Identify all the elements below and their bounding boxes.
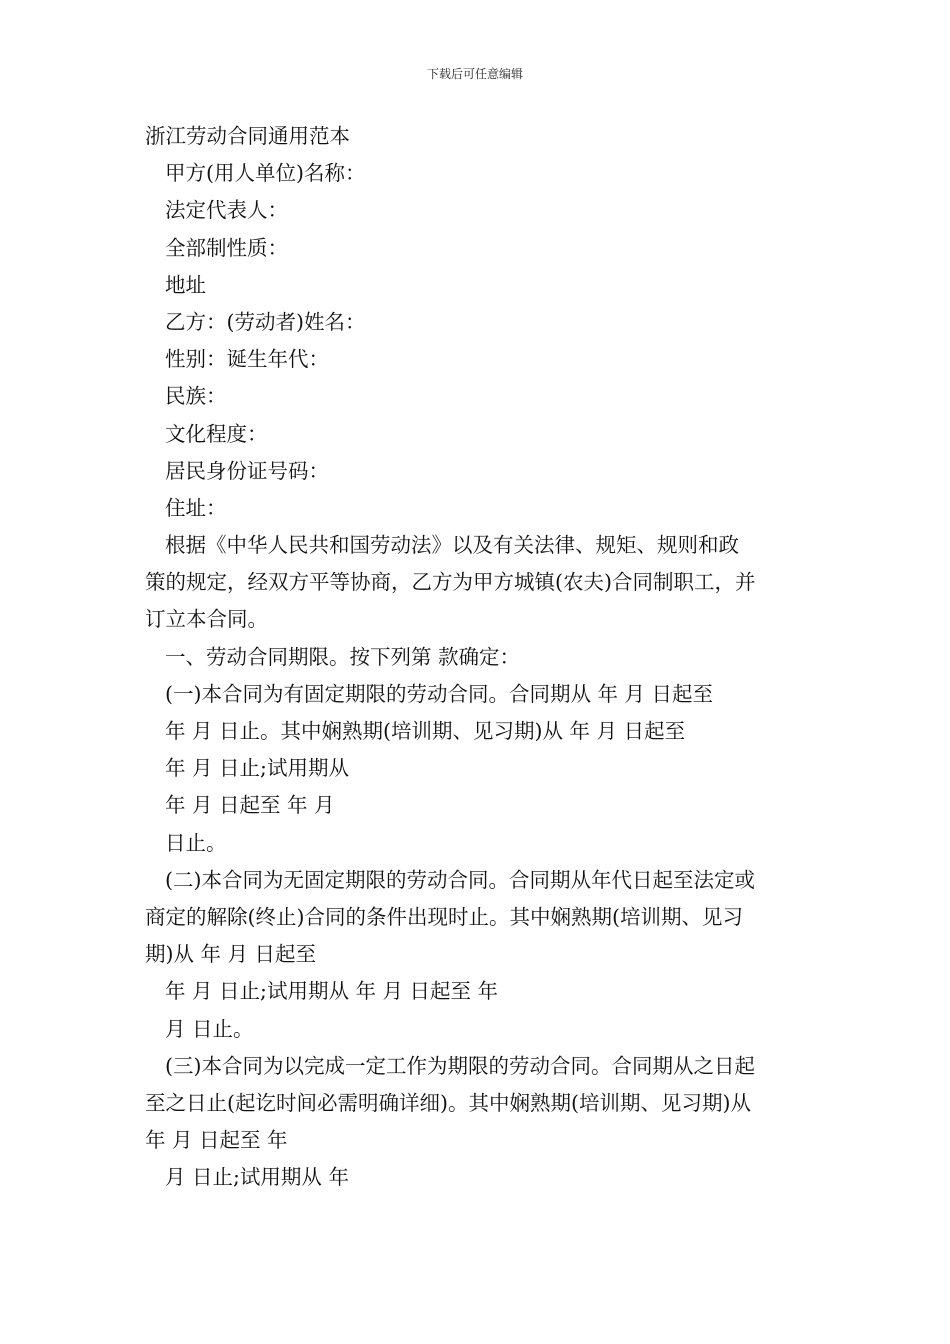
document-line: 地址 [165,272,206,297]
document-line: 甲方(用人单位)名称： [165,161,366,186]
document-title: 浙江劳动合同通用范本 [145,124,350,148]
document-line: 全部制性质： [165,235,288,260]
document-body [145,118,810,1196]
document-line: 民族： [165,384,227,409]
document-line: 月 日止。 [165,1016,254,1041]
document-line: 根据《中华人民共和国劳动法》以及有关法律、规矩、规则和政 [165,533,739,558]
document-line: 年 月 日起至 年 [145,1128,288,1153]
document-line: 文化程度： [165,421,268,446]
document-line: 商定的解除(终止)合同的条件出现时止。其中娴熟期(培训期、见习 [145,904,743,929]
document-line: 性别：诞生年代： [165,347,329,372]
document-line: 住址： [165,495,227,520]
document-line: 法定代表人： [165,198,288,223]
document-line: 乙方：(劳动者)姓名： [165,309,366,334]
header-text: 下载后可任意编辑 [426,67,523,81]
document-line: 策的规定，经双方平等协商，乙方为甲方城镇(农夫)合同制职工，并 [145,570,756,595]
document-line: 月 日止;试用期从 年 [165,1165,349,1190]
document-line: 年 月 日起至 年 月 [165,793,335,818]
document-line: (二)本合同为无固定期限的劳动合同。合同期从年代日起至法定或 [165,867,755,892]
document-line: 订立本合同。 [145,607,268,632]
document-line: 期)从 年 月 日起至 [145,942,317,967]
document-line: 年 月 日止;试用期从 [165,756,349,781]
page-header [0,66,950,82]
document-line: (三)本合同为以完成一定工作为期限的劳动合同。合同期从之日起 [165,1053,755,1078]
document-line: (一)本合同为有固定期限的劳动合同。合同期从 年 月 日起至 [165,681,714,706]
document-line: 居民身份证号码： [165,458,329,483]
document-line: 日止。 [165,830,227,855]
document-line: 年 月 日止;试用期从 年 月 日起至 年 [165,979,499,1004]
document-line: 至之日止(起讫时间必需明确详细)。其中娴熟期(培训期、见习期)从 [145,1090,751,1115]
document-line: 年 月 日止。其中娴熟期(培训期、见习期)从 年 月 日起至 [165,719,686,743]
document-line: 一、劳动合同期限。按下列第 款确定： [165,644,521,669]
